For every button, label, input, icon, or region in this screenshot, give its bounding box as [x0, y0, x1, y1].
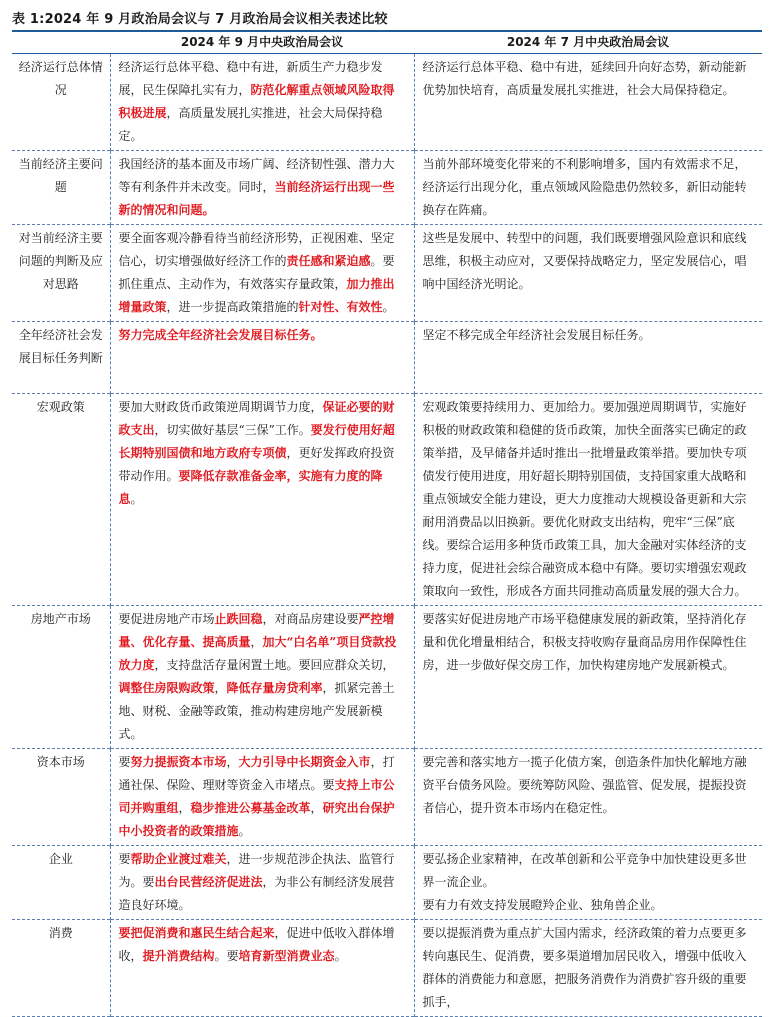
highlight-text: 降低存量房贷利率: [226, 681, 323, 695]
body-text: 要促进房地产市场: [118, 612, 215, 626]
row-label: 全年经济社会发展目标任务判断: [18, 328, 103, 365]
sep-meeting-text: [110, 394, 414, 606]
body-text: 坚定不移完成全年经济社会发展目标任务。: [422, 328, 651, 342]
table-header: [12, 32, 762, 54]
table-row: [12, 151, 762, 225]
sep-meeting-text: [110, 606, 414, 749]
highlight-text: 提升消费结构: [142, 949, 215, 963]
table-row: [12, 394, 762, 606]
highlight-text: 努力完成全年经济社会发展目标任务。: [118, 328, 323, 342]
highlight-text: 要发行使用好超长期特别国债和地方政府专项债: [118, 423, 395, 460]
table-row: [12, 749, 762, 846]
sep-meeting-text: [110, 54, 414, 151]
highlight-text: 严控增量、优化存量、提高质量: [118, 612, 395, 649]
table-row: [12, 322, 762, 394]
body-text: 。: [382, 300, 395, 314]
highlight-text: 努力提振资本市场: [130, 755, 227, 769]
highlight-text: 保证必要的财政支出: [118, 400, 395, 437]
body-text: ，: [250, 635, 263, 649]
body-text: ，切实做好基层“三保”工作。: [154, 423, 311, 437]
body-text: 要全面客观冷静看待当前经济形势，正视困难、坚定信心，切实增强做好经济工作的: [118, 231, 395, 268]
body-text: ，抓紧完善土地、财税、金融等政策，推动构建房地产发展新模式。: [118, 681, 395, 741]
body-text: 要弘扬企业家精神，在改革创新和公平竞争中加快建设更多世界一流企业。: [422, 852, 747, 889]
body-text: 。: [334, 949, 347, 963]
jul-meeting-text: [414, 322, 762, 394]
sep-meeting-text: [110, 225, 414, 322]
body-text: ，更好发挥政府投资带动作用。: [118, 446, 395, 483]
body-text: ，: [226, 755, 239, 769]
body-text: 。要抓住重点、主动作为，有效落实存量政策，: [118, 254, 395, 291]
table-row: [12, 225, 762, 322]
highlight-text: 要降低存款准备金率，实施有力度的降息: [118, 469, 383, 506]
sep-meeting-text: [110, 749, 414, 846]
body-text: ，: [178, 801, 191, 815]
jul-meeting-text: [414, 54, 762, 151]
row-label: 房地产市场: [30, 612, 91, 626]
highlight-text: 支持上市公司并购重组: [118, 778, 395, 815]
jul-meeting-text: [414, 394, 762, 606]
sep-meeting-text: [110, 920, 414, 1017]
highlight-text: 责任感和紧迫感: [286, 254, 371, 268]
highlight-text: 稳步推进公募基金改革: [190, 801, 311, 815]
highlight-text: 研究出台保护中小投资者的政策措施: [118, 801, 395, 838]
body-text: 我国经济的基本面及市场广阔、经济韧性强、潜力大等有利条件并未改变。同时，: [118, 157, 395, 194]
header-blank: [12, 32, 110, 54]
jul-meeting-text: [414, 920, 762, 1017]
jul-meeting-text: [414, 606, 762, 749]
body-text: 要完善和落实地方一揽子化债方案，创造条件加快化解地方融资平台债务风险。要统筹防风险、强监管、促发展，提振投资者信心，提升资本市场内在稳定性。: [422, 755, 747, 815]
row-label: 对当前经济主要问题的判断及应对思路: [18, 231, 103, 291]
body-text: ，支持盘活存量闲置土地。要回应群众关切，: [154, 658, 395, 672]
jul-meeting-text: [414, 846, 762, 920]
highlight-text: 要把促消费和惠民生结合起来: [118, 926, 275, 940]
jul-meeting-text: [414, 749, 762, 846]
body-text: ，为非公有制经济发展营造良好环境。: [118, 875, 395, 912]
highlight-text: 防范化解重点领域风险取得积极进展: [118, 83, 395, 120]
row-label: 企业: [48, 852, 73, 866]
table-title: 表 1:2024 年 9 月政治局会议与 7 月政治局会议相关表述比较: [12, 12, 388, 27]
body-text: 要加大财政货币政策逆周期调节力度，: [118, 400, 323, 414]
body-text: ，对商品房建设要: [262, 612, 359, 626]
header-sep-meeting: 2024 年 9 月中央政治局会议: [110, 32, 414, 54]
body-text: 宏观政策要持续用力、更加给力。要加强逆周期调节，实施好积极的财政政策和稳健的货币政策，加快全面落实已确定的政策举措，及早储备并适时推出一批增量政策举措。要加快专项债发行使用进度，用好超长期特别国债，支持国家重大战略和重点领域安全能力建设，更大力度推动大规模设备更新和大宗耐用消费品以旧换新。要优化财政支出结构，兜牢“三保”底线。要综合运用多种货币政策工具，加大金融对实体经济的支持力度，促进社会综合融资成本稳中有降。要切实增强宏观政策取向一致性，形成各方面共同推动高质量发展的强大合力。: [422, 400, 747, 598]
body-text: 经济运行总体平稳、稳中有进，延续回升向好态势，新动能新优势加快培育，高质量发展扎实推进，社会大局保持稳定。: [422, 60, 747, 97]
jul-meeting-text: [414, 151, 762, 225]
body-text: ，高质量发展扎实推进，社会大局保持稳定。: [118, 106, 383, 143]
highlight-text: 加力推出增量政策: [118, 277, 395, 314]
table-row: [12, 606, 762, 749]
body-text: ，进一步规范涉企执法、监管行为。要: [118, 852, 395, 889]
header-jul-meeting: 2024 年 7 月中央政治局会议: [414, 32, 762, 54]
row-label: 宏观政策: [36, 400, 85, 414]
body-text: ，促进中低收入群体增收，: [118, 926, 395, 963]
body-text: 要有力有效支持发展瞪羚企业、独角兽企业。: [422, 898, 663, 912]
row-label: 资本市场: [36, 755, 85, 769]
body-text: 要落实好促进房地产市场平稳健康发展的新政策，坚持消化存量和优化增量相结合，积极支持收购存量商品房用作保障性住房，进一步做好保交房工作，加快构建房地产发展新模式。: [422, 612, 747, 672]
table-row: [12, 846, 762, 920]
comparison-table: [12, 32, 762, 1017]
body-text: 要: [118, 852, 131, 866]
sep-meeting-text: [110, 846, 414, 920]
sep-meeting-text: [110, 151, 414, 225]
highlight-text: 加大“白名单”项目贷款投放力度: [118, 635, 397, 672]
body-text: 。: [238, 824, 251, 838]
body-text: 要以提振消费为重点扩大国内需求，经济政策的着力点要更多转向惠民生、促消费，要多渠道增加居民收入，增强中低收入群体的消费能力和意愿，把服务消费作为消费扩容升级的重要抓手，: [422, 926, 747, 1009]
body-text: ，进一步提高政策措施的: [166, 300, 299, 314]
highlight-text: 止跌回稳: [214, 612, 263, 626]
body-text: 经济运行总体平稳、稳中有进，新质生产力稳步发展，民生保障扎实有力，: [118, 60, 383, 97]
highlight-text: 当前经济运行出现一些新的情况和问题。: [118, 180, 395, 217]
highlight-text: 大力引导中长期资金入市: [238, 755, 371, 769]
body-text: 。: [130, 492, 143, 506]
sep-meeting-text: [110, 322, 414, 394]
body-text: ，打通社保、保险、理财等资金入市堵点。要: [118, 755, 395, 792]
row-label: 经济运行总体情况: [18, 60, 103, 97]
body-text: 这些是发展中、转型中的问题，我们既要增强风险意识和底线思维，积极主动应对，又要保持战略定力，坚定发展信心，唱响中国经济光明论。: [422, 231, 747, 291]
table-row: [12, 920, 762, 1017]
highlight-text: 出台民营经济促进法: [154, 875, 263, 889]
body-text: 当前外部环境变化带来的不利影响增多，国内有效需求不足，经济运行出现分化，重点领域风险隐患仍然较多，新旧动能转换存在阵痛。: [422, 157, 747, 217]
body-text: ，: [310, 801, 323, 815]
highlight-text: 帮助企业渡过难关: [130, 852, 227, 866]
table-row: [12, 54, 762, 151]
row-label: 当前经济主要问题: [18, 157, 103, 194]
body-text: ，: [214, 681, 227, 695]
body-text: 。要: [214, 949, 239, 963]
highlight-text: 调整住房限购政策: [118, 681, 215, 695]
body-text: 要: [118, 755, 131, 769]
row-label: 消费: [48, 926, 73, 940]
highlight-text: 针对性、有效性: [298, 300, 383, 314]
highlight-text: 培育新型消费业态: [238, 949, 335, 963]
jul-meeting-text: [414, 225, 762, 322]
